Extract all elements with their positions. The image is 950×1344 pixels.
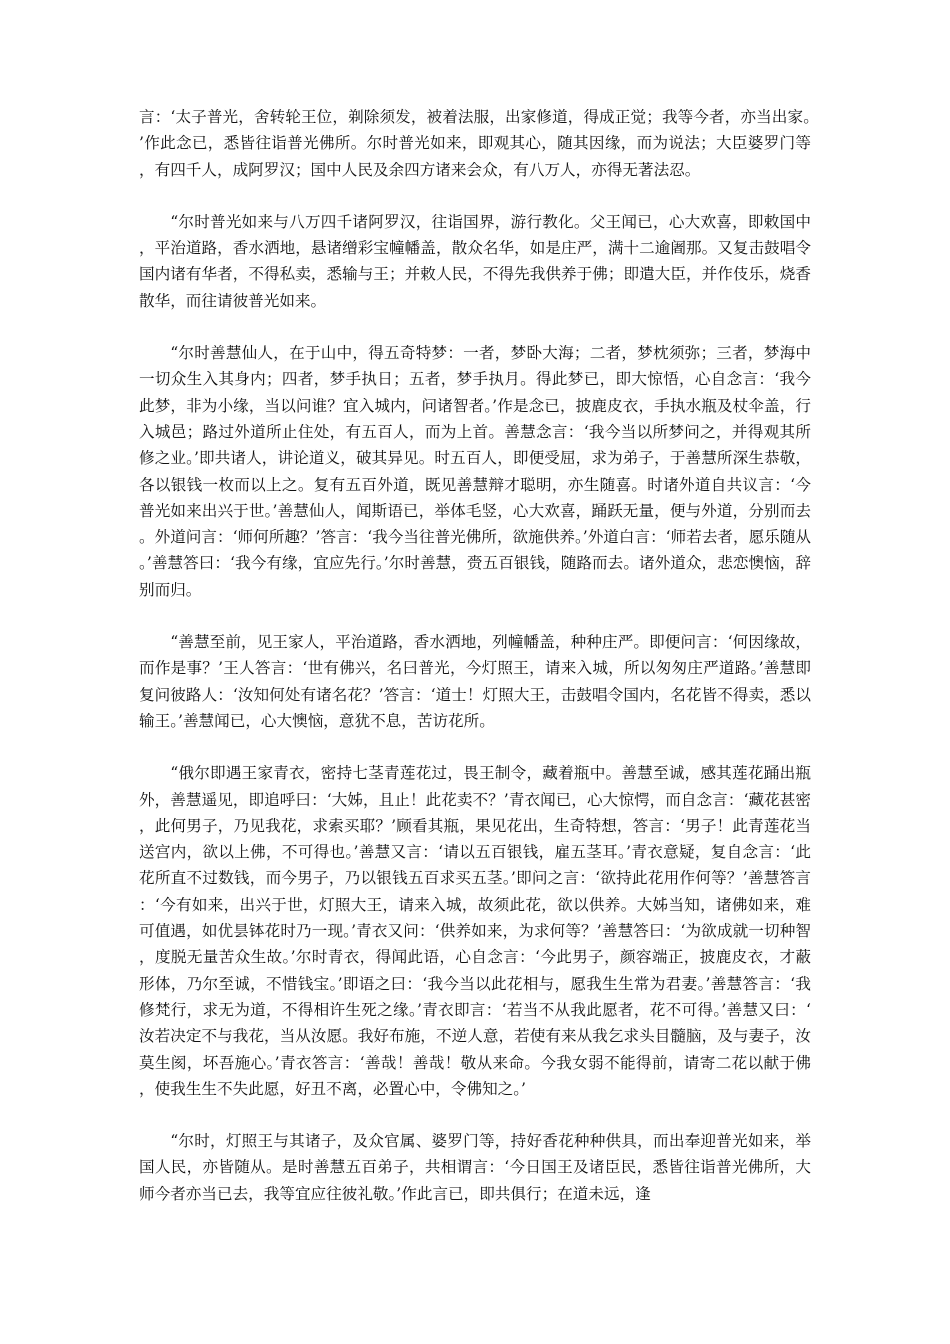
paragraph-gap xyxy=(139,734,811,760)
paragraph-gap xyxy=(139,1102,811,1128)
paragraph-1: 言：‘太子普光，舍转轮王位，剃除须发，被着法服，出家修道，得成正觉；我等今者，亦当出家。’作此念已，悉皆往诣普光佛所。尔时普光如来，即观其心，随其因缘，而为说法；大臣婆罗门等，有四千人，成阿罗汉；国中人民及余四方诸来会众，有八万人，亦得无著法忍。 xyxy=(139,108,811,179)
paragraph-gap xyxy=(139,603,811,629)
paragraph-gap xyxy=(139,314,811,340)
document-page xyxy=(139,104,811,1207)
paragraph-gap xyxy=(139,183,811,209)
paragraph-3: “尔时善慧仙人，在于山中，得五奇特梦：一者，梦卧大海；二者，梦枕须弥；三者，梦海中一切众生入其身内；四者，梦手执日；五者，梦手执月。得此梦已，即大惊悟，心自念言：‘我今此梦，非为小缘，当以问谁？宜入城内，问诸智者。’作是念已，披鹿皮衣，手执水瓶及杖伞盖，行入城邑；路过外道所止住处，有五百人，而为上首。善慧念言：‘我今当以所梦问之，并得观其所修之业。’即共诸人，讲论道义，破其异见。时五百人，即便受屈，求为弟子，于善慧所深生恭敬，各以银钱一枚而以上之。复有五百外道，既见善慧辩才聪明，亦生随喜。时诸外道自共议言：‘今普光如来出兴于世。’善慧仙人，闻斯语已，举体毛竖，心大欢喜，踊跃无量，便与外道，分别而去。外道问言：‘师何所趣？’答言：‘我今当往普光佛所，欲施供养。’外道白言：‘师若去者，愿乐随从。’善慧答曰：‘我今有缘，宜应先行。’尔时善慧，赍五百银钱，随路而去。诸外道众，悲恋懊恼，辞别而归。 xyxy=(139,344,811,599)
paragraph-5: “俄尔即遇王家青衣，密持七茎青莲花过，畏王制令，藏着瓶中。善慧至诚，感其莲花踊出瓶外，善慧遥见，即追呼曰：‘大姊，且止！此花卖不？’青衣闻已，心大惊愕，而自念言：‘藏花甚密，此何男子，乃见我花，求索买耶？’顾看其瓶，果见花出，生奇特想，答言：‘男子！此青莲花当送宫内，欲以上佛，不可得也。’善慧又言：‘请以五百银钱，雇五茎耳。’青衣意疑，复自念言：‘此花所直不过数钱，而今男子，乃以银钱五百求买五茎。’即问之言：‘欲持此花用作何等？’善慧答言：‘今有如来，出兴于世，灯照大王，请来入城，故须此花，欲以供养。大姊当知，诸佛如来，难可值遇，如优昙钵花时乃一现。’青衣又问：‘供养如来，为求何等？’善慧答曰：‘为欲成就一切种智，度脱无量苦众生故。’尔时青衣，得闻此语，心自念言：‘今此男子，颜容端正，披鹿皮衣，才蔽形体，乃尔至诚，不惜钱宝。’即语之曰：‘我今当以此花相与，愿我生生常为君妻。’善慧答言：‘我修梵行，求无为道，不得相许生死之缘。’青衣即言：‘若当不从我此愿者，花不可得。’善慧又曰：‘汝若决定不与我花，当从汝愿。我好布施，不逆人意，若使有来从我乞求头目髓脑，及与妻子，汝莫生阂，坏吾施心。’青衣答言：‘善哉！善哉！敬从来命。今我女弱不能得前，请寄二花以献于佛，使我生生不失此愿，好丑不离，必置心中，令佛知之。’ xyxy=(139,764,811,1098)
paragraph-2: “尔时普光如来与八万四千诸阿罗汉，往诣国界，游行教化。父王闻已，心大欢喜，即敕国中，平治道路，香水洒地，悬诸缯彩宝幢幡盖，散众名华，如是庄严，满十二逾阇那。又复击鼓唱令国内诸有华者，不得私卖，悉输与王；并敕人民，不得先我供养于佛；即遣大臣，并作伎乐，烧香散华，而往请彼普光如来。 xyxy=(139,212,811,310)
paragraph-6: “尔时，灯照王与其诸子，及众官属、婆罗门等，持好香花种种供具，而出奉迎普光如来，举国人民，亦皆随从。是时善慧五百弟子，共相谓言：‘今日国王及诸臣民，悉皆往诣普光佛所，大师今者亦当已去，我等宜应往彼礼敬。’作此言已，即共俱行；在道未远，逢 xyxy=(139,1132,811,1203)
paragraph-4: “善慧至前，见王家人，平治道路，香水洒地，列幢幡盖，种种庄严。即便问言：‘何因缘故，而作是事？’王人答言：‘世有佛兴，名曰普光，今灯照王，请来入城，所以匆匆庄严道路。’善慧即复问彼路人：‘汝知何处有诸名花？’答言：‘道士！灯照大王，击鼓唱令国内，名花皆不得卖，悉以输王。’善慧闻已，心大懊恼，意犹不息，苦访花所。 xyxy=(139,633,811,730)
